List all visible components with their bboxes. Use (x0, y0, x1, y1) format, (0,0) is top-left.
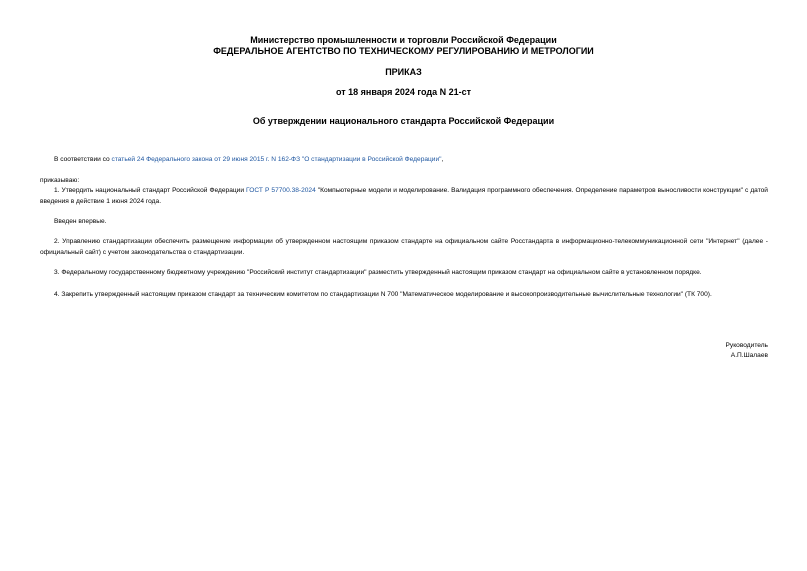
first-time-note: Введен впервые. (54, 218, 107, 225)
intro-suffix: , (441, 156, 444, 163)
gost-standard-link[interactable]: ГОСТ Р 57700.38-2024 (246, 187, 316, 194)
item-1-suffix: "Компьютерные модели и моделирование. Валидация программного обеспечения. Определение параметров выносливости конструкции" с датой введения в действие 1 июня 2024 года. (40, 187, 768, 205)
item-1-prefix: 1. Утвердить национальный стандарт Российской Федерации (54, 187, 247, 194)
ministry-heading: Министерство промышленности и торговли Российской Федерации (250, 35, 557, 45)
intro-prefix: В соответствии со (54, 156, 112, 163)
date-number-heading: от 18 января 2024 года N 21-ст (335, 87, 472, 97)
law-article-link[interactable]: статьей 24 Федерального закона от 29 июня 2015 г. N 162-ФЗ "О стандартизации в Российской Федерации" (111, 156, 442, 163)
signatory-name: А.П.Шалаев (730, 352, 768, 359)
item-4-paragraph: 4. Закрепить утвержденный настоящим приказом стандарт за техническим комитетом по стандартизации N 700 "Математическое моделирование и высокопроизводительные вычислительные технологии" (ТК 700). (54, 291, 712, 298)
agency-heading: ФЕДЕРАЛЬНОЕ АГЕНТСТВО ПО ТЕХНИЧЕСКОМУ РЕГУЛИРОВАНИЮ И МЕТРОЛОГИИ (213, 46, 594, 56)
signatory-title: Руководитель (725, 342, 768, 349)
order-word: приказываю: (40, 177, 80, 184)
intro-paragraph (40, 155, 768, 166)
doc-type-heading: ПРИКАЗ (385, 67, 422, 77)
item-2-paragraph: 2. Управлению стандартизации обеспечить размещение информации об утвержденном настоящим приказом стандарте на официальном сайте Росстандарта в информационно-телекоммуникационной сети "Интернет" (далее - официальный сайт) с учетом законодательства о стандартизации. (40, 238, 768, 256)
subject-heading: Об утверждении национального стандарта Российской Федерации (252, 116, 555, 126)
item-1-paragraph (40, 186, 768, 207)
item-3-paragraph: 3. Федеральному государственному бюджетному учреждению "Российский институт стандартизации" разместить утвержденный настоящим приказом стандарт на официальном сайте в установленном порядке. (54, 269, 702, 276)
